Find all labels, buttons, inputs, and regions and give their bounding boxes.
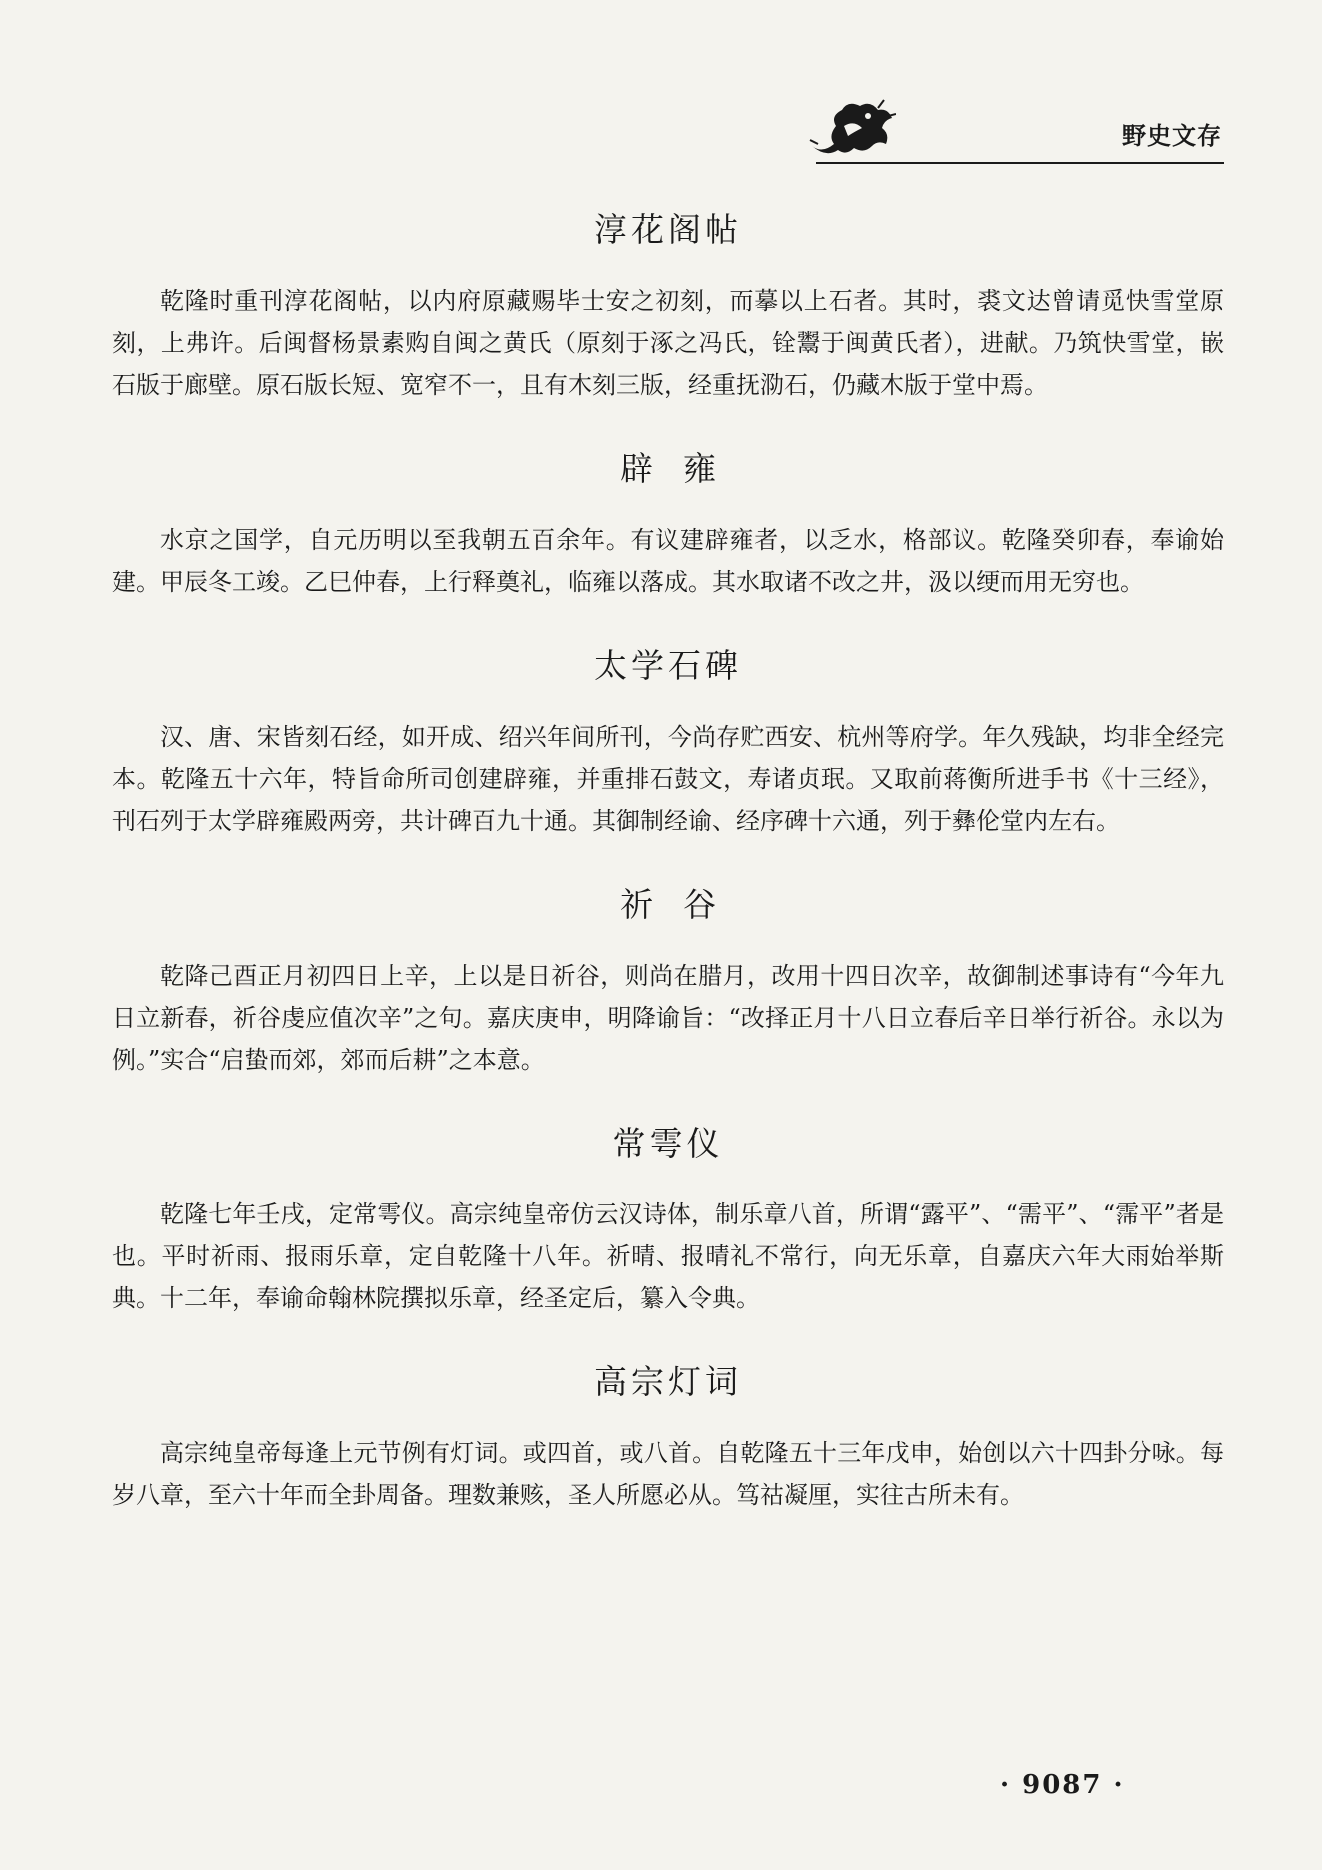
section-taixue-shibei: [112, 645, 1224, 842]
section-paragraph: 汉、唐、宋皆刻石经，如开成、绍兴年间所刊，今尚存贮西安、杭州等府学。年久残缺，均非全经完本。乾隆五十六年，特旨命所司创建辟雍，并重排石鼓文，寿诸贞珉。又取前蒋衡所进手书《十三经》，刊石列于太学辟雍殿两旁，共计碑百九十通。其御制经谕、经序碑十六通，列于彝伦堂内左右。: [112, 722, 1224, 835]
section-title: 太学石碑: [594, 645, 742, 685]
article-body: [112, 205, 1224, 1558]
header-rule: [816, 162, 1224, 164]
section-title: 淳花阁帖: [594, 210, 742, 249]
section-paragraph: 乾降己酉正月初四日上辛，上以是日祈谷，则尚在腊月，改用十四日次辛，故御制述事诗有“今年九日立新春，祈谷虔应值次辛”之句。嘉庆庚申，明降谕旨：“改择正月十八日立春后辛日举行祈谷。永以为例。”实合“启蛰而郊，郊而后耕”之本意。: [112, 961, 1224, 1074]
section-gaozong-dengci: [112, 1361, 1224, 1516]
section-paragraph: 高宗纯皇帝每逢上元节例有灯词。或四首，或八首。自乾隆五十三年戊申，始创以六十四卦分咏。每岁八章，至六十年而全卦周备。理数兼赅，圣人所愿必从。笃祜凝厘，实往古所未有。: [112, 1439, 1224, 1510]
section-paragraph: 乾隆七年壬戌，定常雩仪。高宗纯皇帝仿云汉诗体，制乐章八首，所谓“露平”、“需平”、“霈平”者是也。平时祈雨、报雨乐章，定自乾隆十八年。祈晴、报晴礼不常行，向无乐章，自嘉庆六年大雨始举斯典。十二年，奉谕命翰林院撰拟乐章，经圣定后，纂入令典。: [112, 1200, 1224, 1313]
section-paragraph: 乾隆时重刊淳花阁帖，以内府原藏赐毕士安之初刻，而摹以上石者。其时，裘文达曾请觅快雪堂原刻，上弗许。后闽督杨景素购自闽之黄氏（原刻于涿之冯氏，铨鬻于闽黄氏者），进献。乃筑快雪堂，嵌石版于廊壁。原石版长短、宽窄不一，且有木刻三版，经重抚泐石，仍藏木版于堂中焉。: [112, 286, 1224, 399]
dragon-emblem-icon: [808, 96, 896, 158]
section-paragraph: 水京之国学，自元历明以至我朝五百余年。有议建辟雍者，以乏水，格部议。乾隆癸卯春，奉谕始建。甲辰冬工竣。乙巳仲春，上行释奠礼，临雍以落成。其水取诸不改之井，汲以绠而用无穷也。: [112, 525, 1224, 596]
section-title: 祈谷: [620, 884, 746, 924]
running-header: [808, 92, 1228, 164]
section-title: 高宗灯词: [594, 1362, 742, 1402]
section-changyu-yi: [112, 1123, 1224, 1320]
section-title: 辟雍: [620, 448, 746, 488]
page-number: · 9087 ·: [1000, 1770, 1125, 1800]
section-biyong: [112, 448, 1224, 603]
section-chunhuage-tie: [112, 209, 1224, 406]
series-title: 野史文存: [1122, 122, 1222, 150]
section-qigu: [112, 884, 1224, 1081]
section-title: 常雩仪: [612, 1123, 724, 1163]
